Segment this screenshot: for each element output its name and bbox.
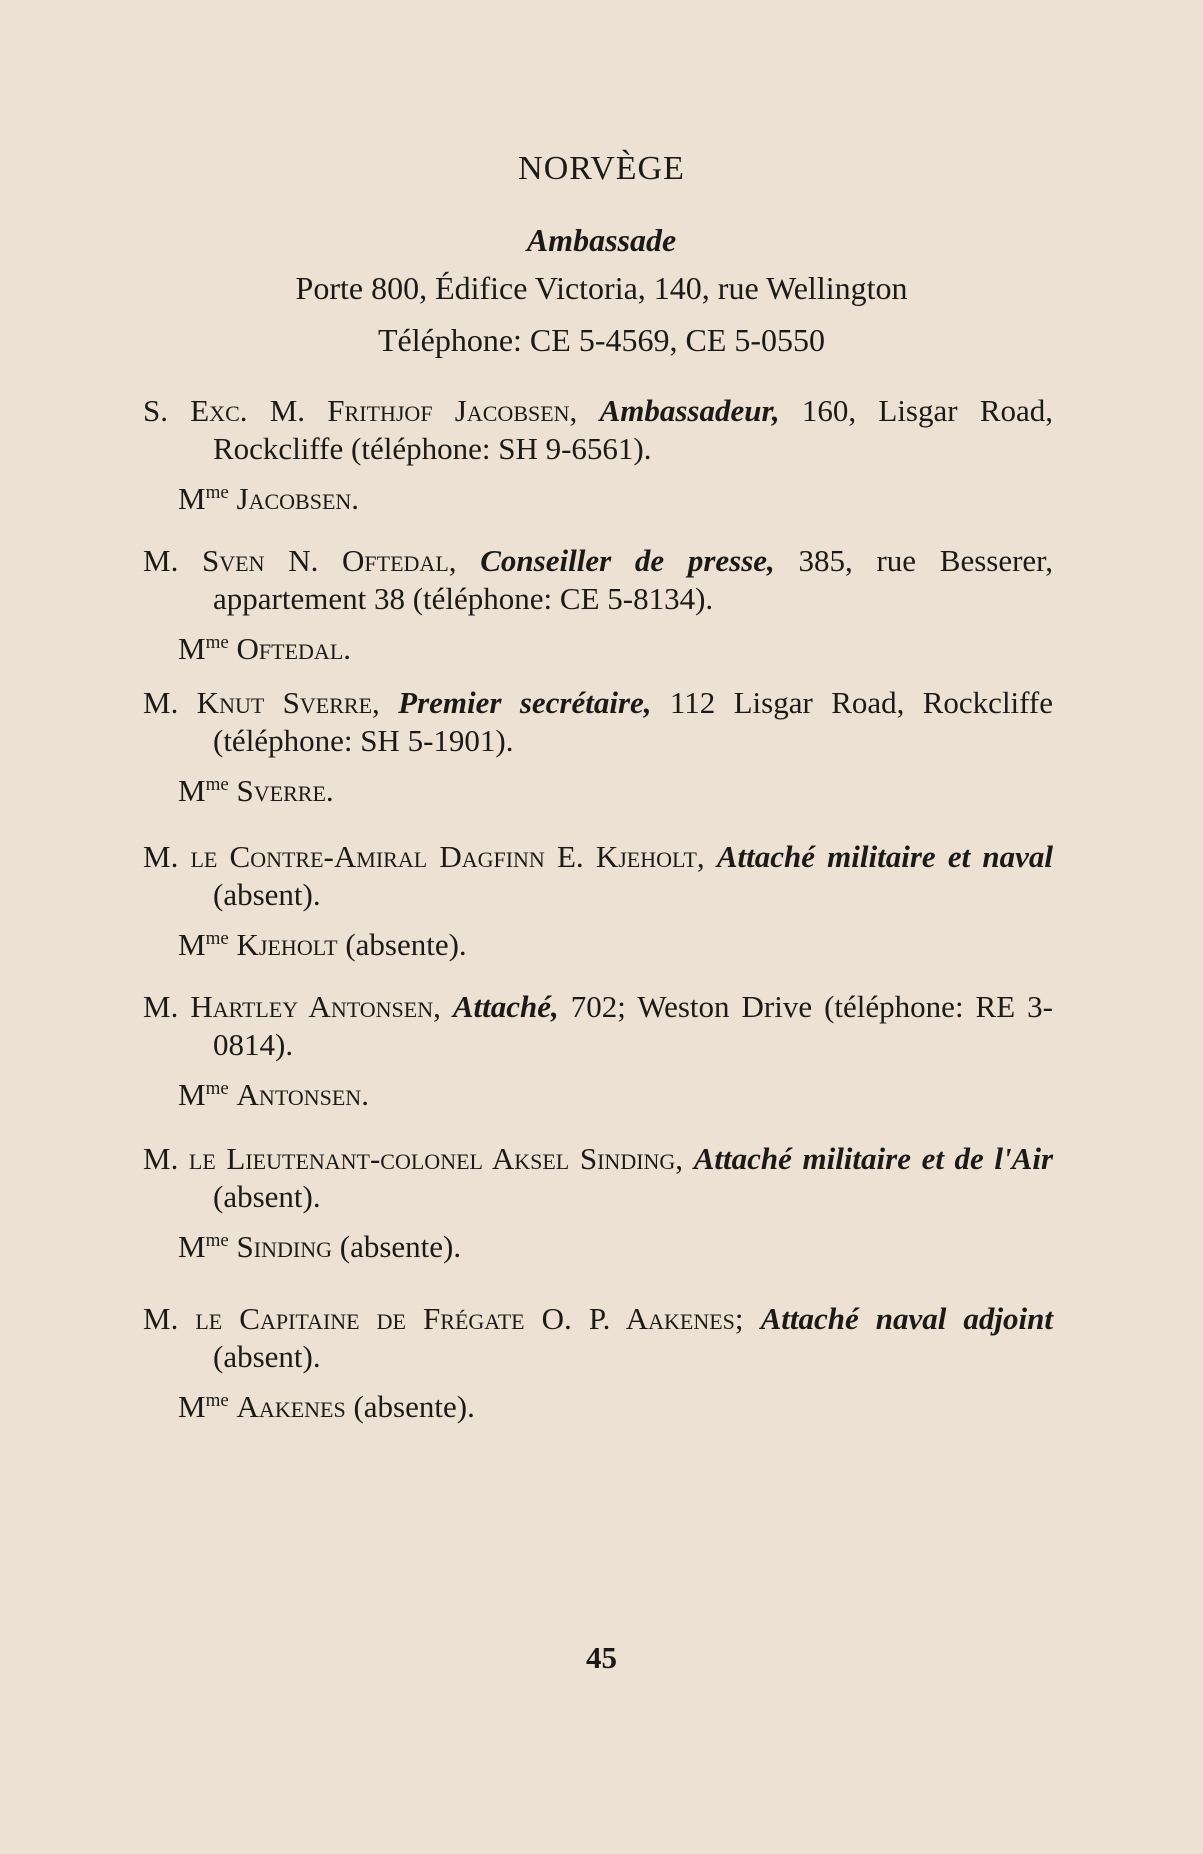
spouse-status: (absente).	[353, 1389, 475, 1424]
spouse-line	[178, 766, 1053, 810]
diplomat-entry	[143, 684, 1053, 810]
country-heading: NORVÈGE	[518, 150, 685, 187]
page-number: 45	[586, 1640, 617, 1675]
spouse-status: (absente).	[339, 1229, 462, 1264]
spouse-prefix-sup: me	[205, 1390, 229, 1411]
spouse-prefix-sup: me	[205, 1230, 229, 1251]
entry-title: Attaché naval adjoint	[760, 1301, 1054, 1336]
spouse-name: Kjeholt	[236, 927, 338, 962]
address-line: Porte 800, Édifice Victoria, 140, rue Wellington	[295, 270, 908, 306]
entry-details: 112 Lisgar Road, Rockcliffe (téléphone: SH 5-1901).	[213, 685, 1054, 758]
entry-main	[143, 684, 1053, 760]
spouse-name: Sinding	[236, 1229, 332, 1264]
diplomat-entry	[143, 392, 1053, 518]
spouse-prefix-sup: me	[205, 774, 229, 795]
entry-name: M. le Contre-Amiral Dagfinn E. Kjeholt,	[143, 839, 705, 874]
entry-main	[143, 392, 1053, 468]
diplomat-entry	[143, 1140, 1053, 1266]
spouse-prefix: M	[178, 1229, 206, 1264]
spouse-name: Aakenes	[236, 1389, 346, 1424]
spouse-prefix: M	[178, 773, 206, 808]
spouse-prefix-sup: me	[205, 1078, 229, 1099]
spouse-prefix-sup: me	[205, 482, 229, 503]
entry-title: Attaché militaire et naval	[716, 839, 1054, 874]
entry-name: M. Knut Sverre,	[143, 685, 380, 720]
entry-name: M. le Capitaine de Frégate O. P. Aakenes;	[143, 1301, 744, 1336]
entry-title: Premier secrétaire,	[398, 685, 652, 720]
diplomat-entry	[143, 542, 1053, 668]
spouse-prefix: M	[178, 1077, 206, 1112]
diplomat-entry	[143, 988, 1053, 1114]
entry-name: M. Sven N. Oftedal,	[143, 543, 457, 578]
diplomat-entry	[143, 1300, 1053, 1426]
entry-details: 702; Weston Drive (téléphone: RE 3-0814).	[213, 989, 1053, 1062]
spouse-prefix: M	[178, 927, 206, 962]
entry-details: (absent).	[213, 1339, 321, 1374]
section-subtitle: Ambassade	[526, 222, 677, 258]
spouse-name: Oftedal.	[236, 631, 352, 666]
entry-details: (absent).	[213, 877, 321, 912]
spouse-name: Jacobsen.	[236, 481, 360, 516]
spouse-name: Sverre.	[236, 773, 334, 808]
spouse-name: Antonsen.	[236, 1077, 369, 1112]
spouse-line	[178, 1070, 1053, 1114]
spouse-line	[178, 1222, 1053, 1266]
spouse-line	[178, 920, 1053, 964]
spouse-line	[178, 474, 1053, 518]
entry-main	[143, 838, 1053, 914]
spouse-prefix-sup: me	[205, 632, 229, 653]
entry-title: Attaché militaire et de l'Air	[693, 1141, 1054, 1176]
entry-details: 160, Lisgar Road, Rockcliffe (téléphone: SH 9-6561).	[213, 393, 1054, 466]
entry-name: M. le Lieutenant-colonel Aksel Sinding,	[143, 1141, 684, 1176]
spouse-status: (absente).	[345, 927, 467, 962]
entry-main	[143, 542, 1053, 618]
entry-details: 385, rue Besserer, appartement 38 (téléphone: CE 5-8134).	[213, 543, 1054, 616]
entry-name: M. Hartley Antonsen,	[143, 989, 441, 1024]
spouse-prefix: M	[178, 1389, 206, 1424]
entry-title: Attaché,	[452, 989, 559, 1024]
telephone-line: Téléphone: CE 5-4569, CE 5-0550	[377, 322, 826, 358]
diplomat-entry	[143, 838, 1053, 964]
entry-name: S. Exc. M. Frithjof Jacobsen,	[143, 393, 578, 428]
spouse-prefix: M	[178, 481, 206, 516]
entry-title: Ambassadeur,	[599, 393, 780, 428]
spouse-prefix-sup: me	[205, 928, 229, 949]
spouse-line	[178, 624, 1053, 668]
entry-main	[143, 1140, 1053, 1216]
spouse-line	[178, 1382, 1053, 1426]
entry-main	[143, 1300, 1053, 1376]
entry-title: Conseiller de presse,	[480, 543, 775, 578]
entry-main	[143, 988, 1053, 1064]
spouse-prefix: M	[178, 631, 206, 666]
entry-details: (absent).	[213, 1179, 321, 1214]
